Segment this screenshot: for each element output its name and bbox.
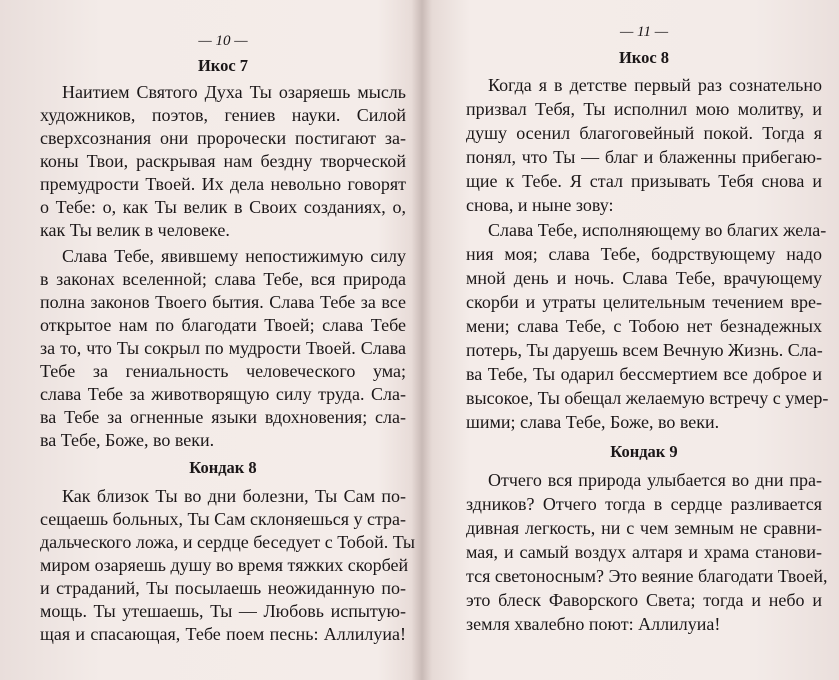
text-line: призвал Тебя, Ты исполнил мою молитву, и [466,99,822,119]
text-line: мая, и самый воздух алтаря и храма станови- [466,542,822,562]
text-line: Слава Тебе, исполняющему во благих жела- [488,220,827,240]
text-line: земля хвалебно поют: Аллилуиа! [466,614,721,634]
text-line: сверхсознания они пророчески постигают за- [40,128,406,148]
section-heading: Кондак 9 [610,442,678,461]
text-line: ва Тебе, Ты одарил бессмертием все доброе и [466,364,822,384]
right-page [466,0,829,680]
page-number: — 11 — [619,24,669,40]
text-line: художников, поэтов, гениев науки. Силой [40,105,406,125]
text-line: ва Тебе, Боже, во веки. [40,430,215,450]
text-line: мощь. Ты утешаешь, Ты — Любовь испытую- [40,601,406,621]
text-line: Слава Тебе, явившему непостижимую силу [62,246,406,266]
section-heading: Икос 8 [618,48,670,67]
text-line: шими; слава Тебе, Боже, во веки. [466,412,720,432]
text-line: снова, и ныне зову: [466,195,614,215]
text-line: высокое, Ты обещал желаемую встречу с умер- [466,388,829,408]
text-line: в законах вселенной; слава Тебе, вся природа [40,269,406,289]
text-line: потерь, Ты даруешь всем Вечную Жизнь. Сла- [466,340,823,360]
text-line: за то, что Ты сокрыл по мудрости Твоей. Слава [40,338,406,358]
text-line: щая и спасающая, Тебе поем песнь: Аллилуиа! [40,624,406,644]
text-line: мени; слава Тебе, с Тобою нет безнадежных [466,316,822,336]
text-line: Когда я в детстве первый раз сознательно [488,75,822,95]
text-line: миром озаряешь душу во время тяжких скорбей [40,555,409,575]
text-line: как Ты велик в человеке. [40,220,230,240]
text-line: щие к Тебе. Я стал призывать Тебя снова и [466,171,822,191]
text-line: Как близок Ты во дни болезни, Ты Сам по- [62,486,406,506]
text-line: открытое нам по благодати Твоей; слава Тебе [40,315,406,335]
text-line: Наитием Святого Духа Ты озаряешь мысль [62,82,406,102]
text-line: мной день и ночь. Слава Тебе, врачующему [466,268,822,288]
text-line: душу осенил благоговейный покой. Тогда я [466,123,822,143]
text-line: дальческого ложа, и сердце беседует с Тобой. Ты [40,532,415,552]
text-line: ния моя; слава Тебе, бодрствующему надо [466,244,822,264]
left-page [40,0,415,680]
text-line: дивная легкость, ни с чем земным не сравни- [466,518,822,538]
text-line: здников? Отчего тогда в сердце разливается [466,494,822,514]
text-line: премудрости Твоей. Их дела невольно говорят [40,174,406,194]
text-line: слава Тебе за животворящую силу труда. Сла- [40,384,406,404]
text-line: тся светоносным? Это веяние благодати Твоей, [466,566,828,586]
text-line: Отчего вся природа улыбается во дни пра- [488,470,822,490]
text-line: и страданий, Ты посылаешь неожиданную по- [40,578,406,598]
text-line: Тебе за гениальность человеческого ума; [40,361,406,381]
text-line: ва Тебе за огненные языки вдохновения; сла- [40,407,406,427]
text-line: о Тебе: о, как Ты велик в Своих созданиях, о, [40,197,406,217]
text-line: коны Твои, раскрывая нам бездну творческой [40,151,406,171]
section-heading: Икос 7 [197,56,249,75]
text-line: полна законов Твоего бытия. Слава Тебе за все [40,292,406,312]
page-number: — 10 — [198,33,248,49]
text-line: понял, что Ты — благ и блаженны прибегаю- [466,147,822,167]
text-line: скорби и утраты целительным течением вре- [466,292,822,312]
text-line: это блеск Фаворского Света; тогда и небо и [466,590,822,610]
text-line: сещаешь больных, Ты Сам склоняешься у стра- [40,509,407,529]
section-heading: Кондак 8 [189,458,257,477]
